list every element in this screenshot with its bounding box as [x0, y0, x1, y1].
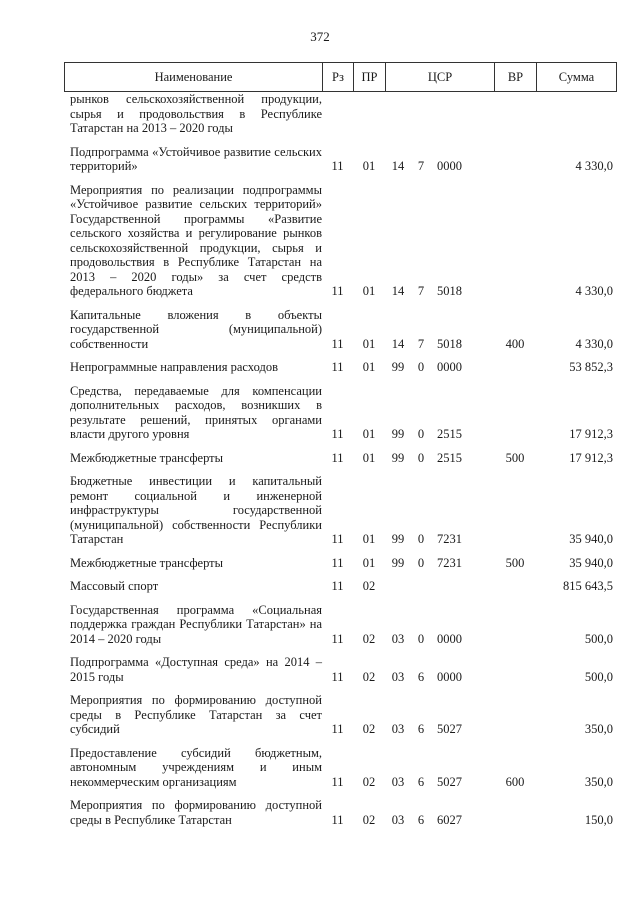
row-pr: 02 [362, 631, 376, 646]
row-name: Массовый спорт [70, 579, 159, 593]
row-pr: 02 [362, 722, 376, 736]
row-csr-c: 5018 [437, 284, 462, 298]
row-csr-b: 7 [417, 284, 425, 298]
row-name: Подпрограмма «Устойчивое развитие сельских территорий» [70, 144, 322, 173]
row-rz: 11 [331, 450, 344, 465]
row-rz: 11 [331, 774, 344, 789]
row-vr: 600 [505, 774, 525, 789]
row-pr: 02 [362, 669, 376, 684]
row-csr-c: 5018 [437, 336, 462, 351]
header-pr: ПР [354, 63, 386, 91]
row-rz: 11 [331, 336, 344, 351]
row-pr: 01 [362, 284, 376, 298]
header-rz: Рз [323, 63, 354, 91]
row-csr-b: 0 [417, 555, 425, 570]
row-csr-b: 0 [417, 532, 425, 546]
row-pr: 01 [362, 360, 376, 374]
row-csr-a: 99 [391, 555, 405, 570]
row-csr-c: 0000 [437, 360, 462, 374]
row-pr: 02 [362, 579, 376, 593]
table-row [64, 556, 617, 571]
table-row [64, 693, 617, 737]
row-vr: 500 [505, 555, 525, 570]
row-rz: 11 [331, 555, 344, 570]
row-name: Капитальные вложения в объекты государственной (муниципальной) собственности [70, 307, 322, 351]
row-csr-a: 14 [391, 284, 405, 298]
row-csr-b: 0 [417, 631, 425, 646]
row-csr-a: 99 [391, 532, 405, 546]
row-sum: 150,0 [584, 812, 613, 827]
row-csr-b: 6 [417, 722, 425, 736]
table-row [64, 183, 617, 299]
row-csr-a: 03 [391, 669, 405, 684]
row-name: Бюджетные инвестиции и капитальный ремонт социальной и инженерной инфраструктуры государственной (муниципальной) собственности Республики Татарстан [70, 474, 322, 546]
table-row [64, 308, 617, 352]
row-rz: 11 [331, 427, 344, 441]
header-vr: ВР [495, 63, 537, 91]
row-csr-b: 7 [417, 336, 425, 351]
table-row [64, 474, 617, 547]
row-vr: 400 [505, 336, 525, 351]
row-pr: 01 [362, 450, 376, 465]
row-csr-c: 6027 [437, 812, 462, 827]
row-name: Межбюджетные трансферты [70, 450, 224, 465]
row-pr: 01 [362, 427, 376, 441]
row-rz: 11 [331, 579, 344, 593]
row-csr-a: 99 [391, 427, 405, 441]
row-pr: 01 [362, 336, 376, 351]
row-pr: 01 [362, 159, 376, 173]
table-row [64, 655, 617, 684]
row-name: Государственная программа «Социальная поддержка граждан Республики Татарстан» на 2014 – 2020 годы [70, 602, 322, 646]
row-csr-a: 03 [391, 631, 405, 646]
table-row [64, 746, 617, 790]
row-name: Мероприятия по формированию доступной среды в Республике Татарстан за счет субсидий [70, 693, 322, 736]
row-csr-b: 6 [417, 774, 425, 789]
row-sum: 815 643,5 [563, 579, 613, 593]
row-rz: 11 [331, 669, 344, 684]
row-pr: 02 [362, 812, 376, 827]
row-rz: 11 [331, 812, 344, 827]
row-csr-b: 0 [417, 360, 425, 374]
row-csr-c: 5027 [437, 774, 462, 789]
row-rz: 11 [331, 159, 344, 173]
row-sum: 35 940,0 [569, 532, 613, 546]
row-name: Подпрограмма «Доступная среда» на 2014 – 2015 годы [70, 655, 322, 684]
row-name: Мероприятия по формированию доступной среды в Республике Татарстан [70, 798, 322, 827]
row-sum: 350,0 [584, 774, 613, 789]
row-rz: 11 [331, 532, 344, 546]
row-name: Предоставление субсидий бюджетным, автономным учреждениям и иным некоммерческим организациям [70, 745, 322, 789]
row-sum: 500,0 [584, 631, 613, 646]
row-rz: 11 [331, 722, 344, 736]
row-csr-c: 7231 [437, 555, 462, 570]
row-sum: 53 852,3 [569, 360, 613, 374]
row-sum: 17 912,3 [569, 427, 613, 441]
page-number: 372 [310, 29, 330, 44]
row-sum: 500,0 [584, 669, 613, 684]
row-sum: 4 330,0 [575, 336, 613, 351]
row-rz: 11 [331, 284, 344, 298]
row-pr: 02 [362, 774, 376, 789]
table-row [64, 451, 617, 466]
row-csr-a: 14 [391, 336, 405, 351]
row-csr-b: 0 [417, 427, 425, 441]
row-rz: 11 [331, 360, 344, 374]
row-rz: 11 [331, 631, 344, 646]
row-sum: 4 330,0 [575, 284, 613, 298]
table-row [64, 145, 617, 174]
row-name: Средства, передаваемые для компенсации дополнительных расходов, возникших в результате решений, принятых органами власти другого уровня [70, 383, 322, 441]
row-csr-c: 0000 [437, 669, 462, 684]
row-csr-a: 99 [391, 450, 405, 465]
row-name: Непрограммные направления расходов [70, 360, 278, 374]
row-csr-b: 7 [417, 159, 425, 173]
row-csr-c: 7231 [437, 532, 462, 546]
row-pr: 01 [362, 532, 376, 546]
row-sum: 17 912,3 [569, 450, 613, 465]
row-csr-c: 2515 [437, 450, 462, 465]
row-pr: 01 [362, 555, 376, 570]
row-sum: 350,0 [584, 722, 613, 736]
budget-table-body [64, 92, 617, 836]
row-csr-c: 0000 [437, 631, 462, 646]
row-csr-c: 5027 [437, 722, 462, 736]
table-row [64, 384, 617, 442]
row-vr: 500 [505, 450, 525, 465]
table-row [64, 579, 617, 594]
row-csr-a: 99 [391, 360, 405, 374]
row-csr-a: 03 [391, 774, 405, 789]
table-row [64, 798, 617, 827]
row-csr-b: 0 [417, 450, 425, 465]
row-name: рынков сельскохозяйственной продукции, сырья и продовольствия в Республике Татарстан на 2013 – 2020 годы [70, 92, 322, 135]
header-csr: ЦСР [386, 63, 495, 91]
row-csr-a: 03 [391, 722, 405, 736]
header-name: Наименование [65, 63, 323, 91]
row-sum: 35 940,0 [569, 555, 613, 570]
header-sum: Сумма [558, 69, 595, 84]
row-name: Межбюджетные трансферты [70, 555, 224, 570]
row-name: Мероприятия по реализации подпрограммы «Устойчивое развитие сельских территорий» Государственной программы «Развитие сельского хозяйства и регулирование рынков сельскохозяйственной продукции, сырья и продовольствия в Республике Татарстан на 2013 – 2020 годы» за счет средств федерального бюджета [70, 182, 322, 298]
row-csr-a: 14 [391, 159, 405, 173]
table-row [64, 92, 617, 136]
row-sum: 4 330,0 [575, 159, 613, 173]
row-csr-c: 2515 [437, 427, 462, 441]
row-csr-b: 6 [417, 669, 425, 684]
table-row [64, 603, 617, 647]
row-csr-c: 0000 [437, 159, 462, 173]
row-csr-a: 03 [391, 812, 405, 827]
table-header [64, 62, 617, 92]
row-csr-b: 6 [417, 812, 425, 827]
table-row [64, 360, 617, 375]
